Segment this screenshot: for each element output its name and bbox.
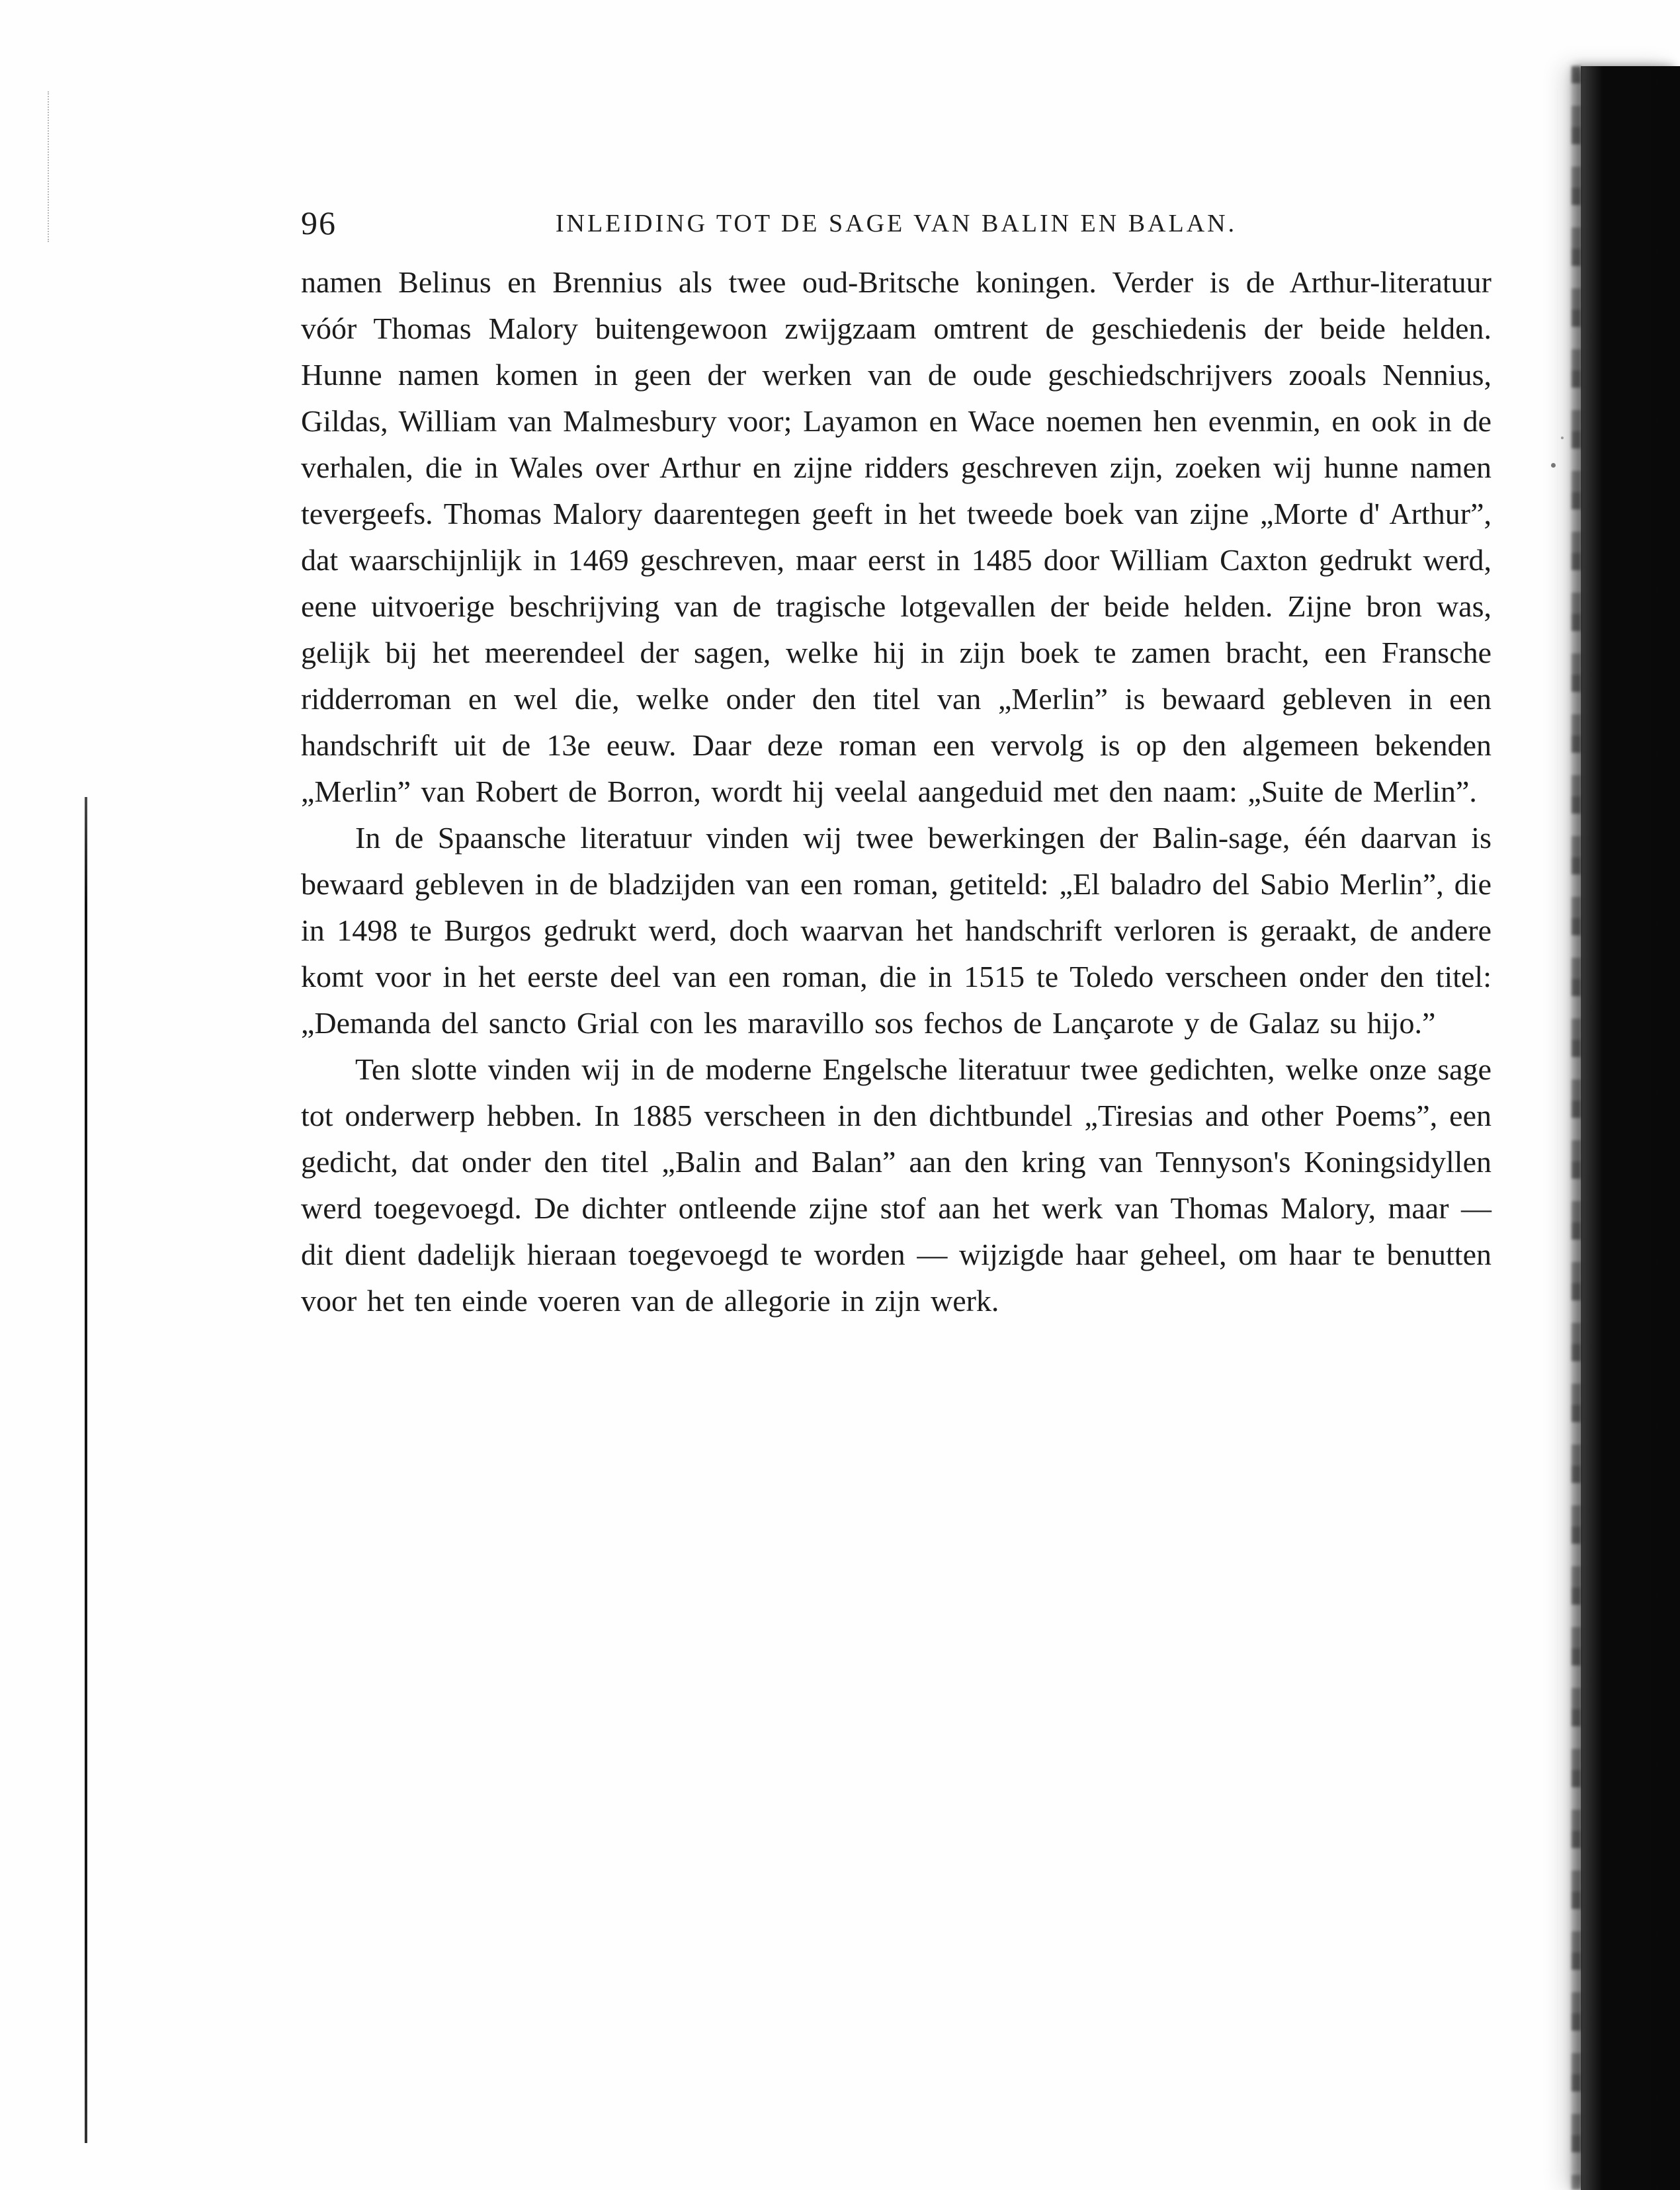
body-text (301, 259, 1491, 1324)
scan-left-edge-line (85, 797, 87, 2143)
page-header (301, 204, 1491, 241)
scan-speckle (1561, 437, 1564, 439)
paragraph-2: In de Spaansche literatuur vinden wij twee bewerkingen der Balin-sage, één daarvan is bewaard gebleven in de bladzijden van een roman, getiteld: „El baladro del Sabio Merlin”, die in 1498 te Burgos gedrukt werd, doch waarvan het handschrift verloren is geraakt, de andere komt voor in het eerste deel van een roman, die in 1515 te Toledo verscheen onder den titel: „Demanda del sancto Grial con les maravillo sos fechos de Lançarote y de Galaz su hijo.” (301, 821, 1491, 1040)
paragraph-1: namen Belinus en Brennius als twee oud-Britsche koningen. Verder is de Arthur-literatuur vóór Thomas Malory buitengewoon zwijgzaam omtrent de geschiedenis der beide helden. Hunne namen komen in geen der werken van de oude geschiedschrijvers zooals Nennius, Gildas, William van Malmesbury voor; Layamon en Wace noemen hen evenmin, en ook in de verhalen, die in Wales over Arthur en zijne ridders geschreven zijn, zoeken wij hunne namen tevergeefs. Thomas Malory daarentegen geeft in het tweede boek van zijne „Morte d' Arthur”, dat waarschijnlijk in 1469 geschreven, maar eerst in 1485 door William Caxton gedrukt werd, eene uitvoerige beschrijving van de tragische lotgevallen der beide helden. Zijne bron was, gelijk bij het meerendeel der sagen, welke hij in zijn boek te zamen bracht, een Fransche ridderroman en wel die, welke onder den titel van „Merlin” is bewaard gebleven in een handschrift uit de 13e eeuw. Daar deze roman een vervolg is op den algemeen bekenden „Merlin” van Robert de Borron, wordt hij veelal aangeduid met den naam: „Suite de Merlin”. (301, 265, 1491, 808)
book-gutter-shadow (1581, 66, 1680, 2190)
page-number: 96 (301, 204, 337, 241)
paragraph-3: Ten slotte vinden wij in de moderne Engelsche literatuur twee gedichten, welke onze sage tot onderwerp hebben. In 1885 verscheen in den dichtbundel „Tiresias and other Poems”, een gedicht, dat onder den titel „Balin and Balan” aan den kring van Tennyson's Koningsidyllen werd toegevoegd. De dichter ontleende zijne stof aan het werk van Thomas Malory, maar — dit dient dadelijk hieraan toegevoegd te worden — wijzigde haar geheel, om haar te benutten voor het ten einde voeren van de allegorie in zijn werk. (301, 1052, 1491, 1318)
running-title: INLEIDING TOT DE SAGE VAN BALIN EN BALAN. (555, 210, 1238, 237)
scan-speckle (1551, 463, 1556, 468)
scan-dotted-margin-line (48, 91, 49, 242)
